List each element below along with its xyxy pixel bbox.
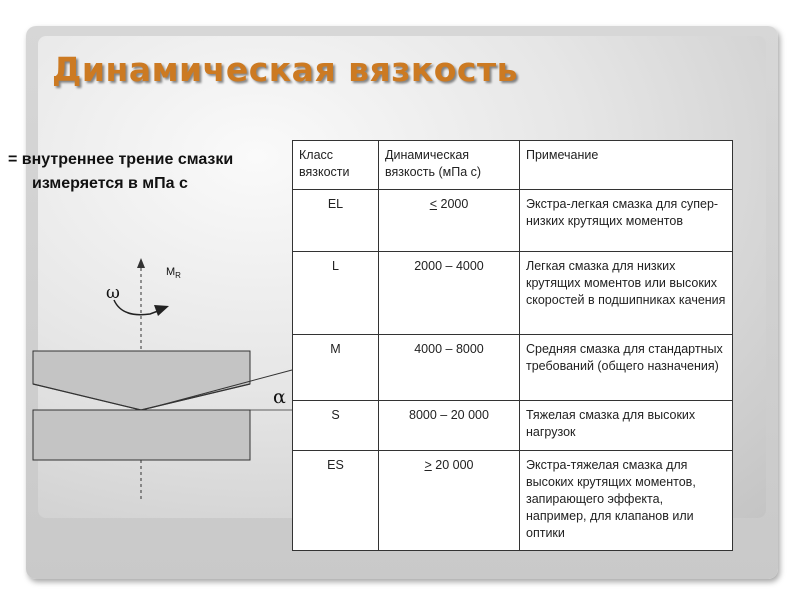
alpha-label: α <box>273 386 286 408</box>
cell-note: Экстра-тяжелая смазка для высоких крутящих моментов, запирающего эффекта, например, для клапанов или оптики <box>520 451 733 551</box>
description-line-1: = внутреннее трение смазки <box>8 151 234 168</box>
cell-note: Легкая смазка для низких крутящих моментов или высоких скоростей в подшипниках качения <box>520 252 733 335</box>
rotation-arrow-head <box>154 305 169 316</box>
cell-note: Средняя смазка для стандартных требований (общего назначения) <box>520 335 733 401</box>
table-row <box>293 335 733 401</box>
cell-note: Экстра-легкая смазка для супер-низких крутящих моментов <box>520 190 733 252</box>
plate-lower <box>33 410 250 460</box>
page-title: Динамическая вязкость <box>52 50 518 89</box>
cell-viscosity: 4000 – 8000 <box>379 335 520 401</box>
axis-arrow <box>137 258 145 268</box>
cell-class: ES <box>293 451 379 551</box>
cell-class: EL <box>293 190 379 252</box>
table-row <box>293 190 733 252</box>
cell-viscosity: > 20 000 <box>379 451 520 551</box>
header-viscosity: Динамическая вязкость (мПа с) <box>379 141 520 190</box>
cell-class: M <box>293 335 379 401</box>
viscosity-table <box>292 140 733 551</box>
cell-class: S <box>293 401 379 451</box>
header-class: Класс вязкости <box>293 141 379 190</box>
omega-label: ω <box>106 283 120 303</box>
cell-viscosity: 8000 – 20 000 <box>379 401 520 451</box>
rotation-arrow <box>114 300 158 315</box>
table-row <box>293 451 733 551</box>
table-header-row <box>293 141 733 190</box>
cone-upper <box>33 351 250 410</box>
cell-note: Тяжелая смазка для высоких нагрузок <box>520 401 733 451</box>
torque-label: $M_R$ <box>166 266 181 281</box>
cell-class: L <box>293 252 379 335</box>
cell-viscosity: < 2000 <box>379 190 520 252</box>
description-line-2: измеряется в мПа с <box>32 175 188 192</box>
table-row <box>293 252 733 335</box>
cell-viscosity: 2000 – 4000 <box>379 252 520 335</box>
table-row <box>293 401 733 451</box>
header-note: Примечание <box>520 141 733 190</box>
